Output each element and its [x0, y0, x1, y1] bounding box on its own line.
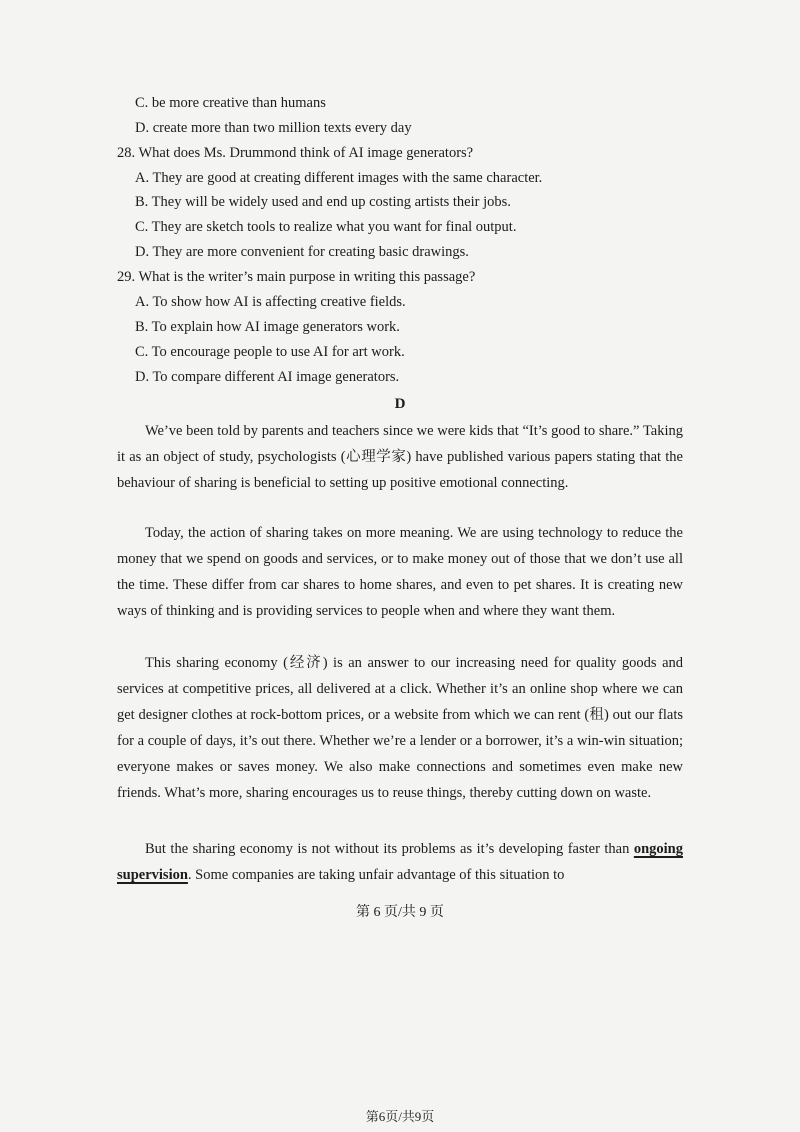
q29-option-b: B. To explain how AI image generators work.	[135, 319, 400, 335]
q27-option-d: D. create more than two million texts every day	[135, 120, 412, 136]
q28-option-a: A. They are good at creating different images with the same character.	[135, 170, 543, 186]
q28-option-d: D. They are more convenient for creating basic drawings.	[135, 244, 469, 260]
q27-option-c: C. be more creative than humans	[135, 95, 326, 111]
q29-stem: 29. What is the writer’s main purpose in writing this passage?	[117, 269, 476, 285]
passage-paragraph-2: Today, the action of sharing takes on more meaning. We are using technology to reduce the money that we spend on goods and services, or to make money out of those that we don’t use all the time. These differ from car shares to home shares, and even to pet shares. It is creating new ways of thinking and is providing services to people when and where they want them.	[117, 525, 683, 619]
paragraph-4-start: But the sharing economy is not without its problems as it’s developing faster than	[145, 841, 630, 857]
q28-stem: 28. What does Ms. Drummond think of AI image generators?	[117, 145, 474, 161]
underlined-phrase: ongoing supervision	[117, 841, 683, 883]
q29-option-d: D. To compare different AI image generators.	[135, 369, 400, 385]
section-title: D	[394, 396, 406, 412]
passage-paragraph-4	[117, 836, 683, 888]
q28-option-b: B. They will be widely used and end up costing artists their jobs.	[135, 194, 511, 210]
passage-paragraph-1: We’ve been told by parents and teachers since we were kids that “It’s good to share.” Taking it as an object of study, psychologists (心理学家) have published various papers stating that the behaviour of sharing is beneficial to setting up positive emotional connecting.	[117, 423, 683, 491]
q28-option-c: C. They are sketch tools to realize what you want for final output.	[135, 219, 517, 235]
page-number-inner: 第 6 页/共 9 页	[356, 905, 444, 920]
page-number-footer: 第6页/共9页	[365, 1109, 435, 1124]
passage-paragraph-3: This sharing economy (经济) is an answer to our increasing need for quality goods and services at competitive prices, all delivered at a click. Whether it’s an online shop where we can get designer clothes at rock-bottom prices, or a website from which we can rent (租) out our flats for a couple of days, it’s out there. Whether we’re a lender or a borrower, it’s a win-win situation; everyone makes or saves money. We also make connections and sometimes even make new friends. What’s more, sharing encourages us to reuse things, thereby cutting down on waste.	[117, 655, 683, 801]
q29-option-a: A. To show how AI is affecting creative fields.	[135, 294, 406, 310]
q29-option-c: C. To encourage people to use AI for art work.	[135, 344, 405, 360]
paragraph-4-end: . Some companies are taking unfair advantage of this situation to	[187, 867, 565, 883]
